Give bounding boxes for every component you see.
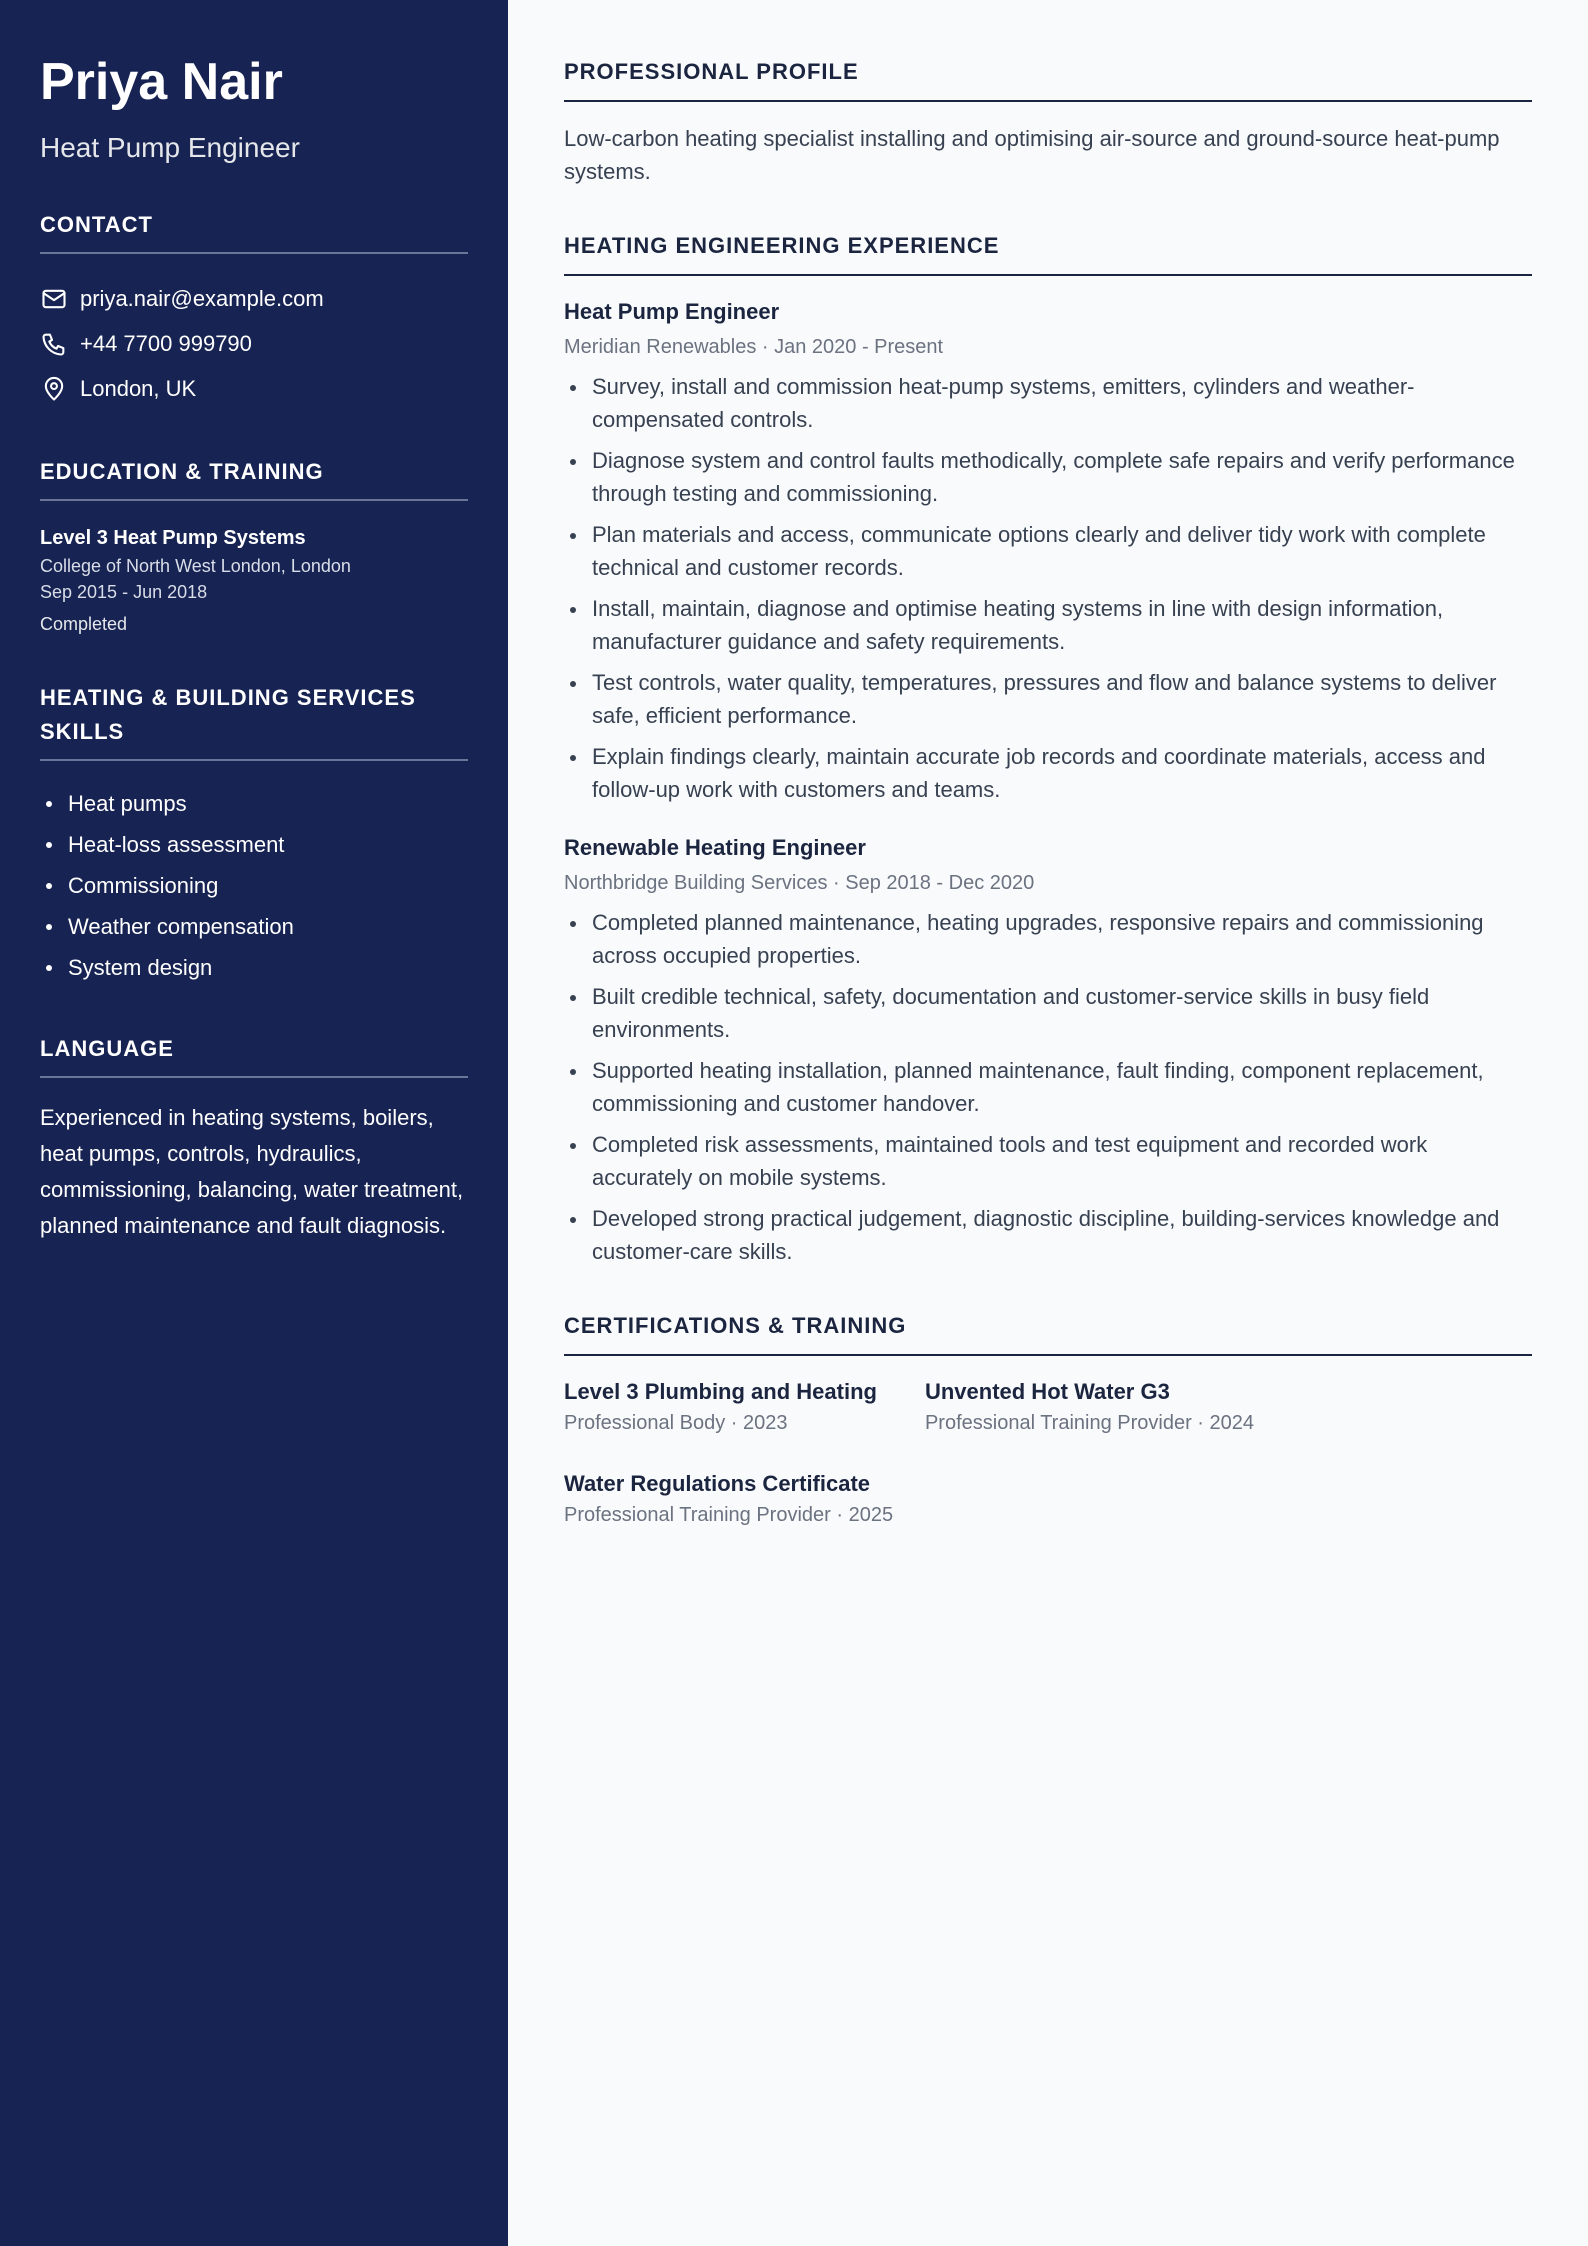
job-bullet: Completed planned maintenance, heating upgrades, responsive repairs and commissioning across occupied properties. [564,906,1532,972]
job-bullet: Completed risk assessments, maintained tools and test equipment and recorded work accurately on mobile systems. [564,1128,1532,1194]
job-bullets [564,370,1532,806]
education-section [40,455,468,637]
contact-section [40,208,468,411]
language-section [40,1032,468,1244]
skills-list [40,783,468,988]
sidebar [0,0,508,2246]
cert-title: Unvented Hot Water G3 [924,1379,1170,1404]
mail-icon [40,285,68,313]
contact-phone[interactable] [40,321,468,366]
experience-heading: HEATING ENGINEERING EXPERIENCE [564,232,1532,276]
cert-item [925,1376,1254,1438]
skill-item: Heat-loss assessment [40,824,468,865]
main-content [508,0,1588,2246]
skill-item: Commissioning [40,865,468,906]
education-heading: EDUCATION & TRAINING [40,455,468,501]
job-bullet: Diagnose system and control faults methodically, complete safe repairs and verify performance through testing and commissioning. [564,444,1532,510]
certifications-section [564,1312,1532,1560]
job-bullet: Plan materials and access, communicate options clearly and deliver tidy work with complete technical and customer records. [564,518,1532,584]
certifications-heading: CERTIFICATIONS & TRAINING [564,1312,1532,1356]
job-entry [564,296,1532,806]
certifications-grid [564,1376,1532,1560]
email-text: priya.nair@example.com [80,285,324,311]
education-title: Level 3 Heat Pump Systems [40,527,306,549]
phone-icon [40,330,68,358]
language-heading: LANGUAGE [40,1032,468,1078]
skill-item: Heat pumps [40,783,468,824]
cert-title: Water Regulations Certificate [564,1471,871,1496]
cert-meta: Professional Training Provider · 2024 [924,1412,1255,1434]
education-school: College of North West London, London [40,556,351,576]
profile-text: Low-carbon heating specialist installing and optimising air-source and ground-source heat-pump systems. [564,126,1500,184]
contact-location [40,366,468,411]
job-meta: Meridian Renewables · Jan 2020 - Present [564,336,944,358]
job-bullet: Supported heating installation, planned maintenance, fault finding, component replacement, commissioning and customer handover. [564,1054,1532,1120]
job-meta: Northbridge Building Services · Sep 2018 - Dec 2020 [564,872,1035,894]
profile-heading: PROFESSIONAL PROFILE [564,58,1532,102]
job-bullets [564,906,1532,1268]
job-bullet: Install, maintain, diagnose and optimise heating systems in line with design information, manufacturer guidance and safety requirements. [564,592,1532,658]
job-bullet: Built credible technical, safety, documentation and customer-service skills in busy field environments. [564,980,1532,1046]
job-bullet: Developed strong practical judgement, diagnostic discipline, building-services knowledge and customer-care skills. [564,1202,1532,1268]
cert-meta: Professional Training Provider · 2025 [564,1504,894,1526]
job-bullet: Survey, install and commission heat-pump systems, emitters, cylinders and weather-compensated controls. [564,370,1532,436]
education-status: Completed [40,614,128,634]
skill-item: Weather compensation [40,906,468,947]
cert-meta: Professional Body · 2023 [564,1412,788,1434]
skills-section [40,681,468,988]
profile-section [564,58,1532,188]
contact-email[interactable] [40,276,468,321]
education-dates: Sep 2015 - Jun 2018 [40,582,208,602]
cert-item [564,1468,1484,1530]
job-bullet: Explain findings clearly, maintain accurate job records and coordinate materials, access and follow-up work with customers and teams. [564,740,1532,806]
job-title: Heat Pump Engineer [564,299,780,324]
job-title: Renewable Heating Engineer [564,835,866,860]
job-entry [564,832,1532,1268]
phone-text: +44 7700 999790 [80,330,252,356]
job-role: Heat Pump Engineer [40,132,300,163]
job-bullet: Test controls, water quality, temperatures, pressures and flow and balance systems to deliver safe, efficient performance. [564,666,1532,732]
candidate-name: Priya Nair [40,53,283,111]
skill-item: System design [40,947,468,988]
cert-title: Level 3 Plumbing and Heating [564,1379,877,1404]
location-pin-icon [40,375,68,403]
skills-heading: HEATING & BUILDING SERVICES SKILLS [40,681,468,761]
location-text: London, UK [80,375,197,401]
cert-item [564,1376,877,1438]
language-text: Experienced in heating systems, boilers, heat pumps, controls, hydraulics, commissioning, balancing, water treatment, planned maintenance and fault diagnosis. [40,1105,464,1238]
contact-heading: CONTACT [40,208,468,254]
experience-section [564,232,1532,1268]
